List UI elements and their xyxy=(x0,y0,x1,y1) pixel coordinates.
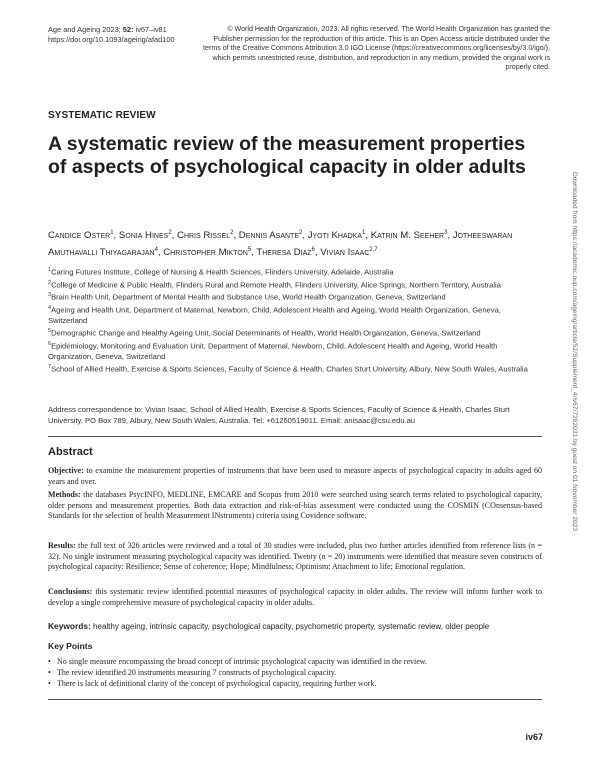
affiliation: $^7$School of Allied Health, Exercise & Sports Sciences, Faculty of Science & Health, Charles Sturt University, Albury, New South Wales, Australia xyxy=(48,363,528,374)
author-list: Candice Oster$^1$, Sonia Hines$^2$, Chris Rissel$^2$, Dennis Asante$^2$, Jyoti Khadka$^1$, Katrin M. Seeher$^3$, Jotheeswaran Amuthavalli Thiyagarajan$^4$, Christopher Mikton$^5$, Theresa Diaz$^6$, Vivian Isaac$^{2,7}$ xyxy=(48,230,513,259)
affiliation-list xyxy=(48,265,542,375)
article-title: A systematic review of the measurement properties of aspects of psychological capacity in older adults xyxy=(48,133,526,178)
author: Sonia Hines$^2$ xyxy=(118,230,172,242)
download-sidebar xyxy=(568,172,582,732)
author: Jotheeswaran Amuthavalli Thiyagarajan$^4$ xyxy=(48,230,513,259)
key-points-heading: Key Points xyxy=(48,641,93,651)
page-number: iv67 xyxy=(525,732,543,742)
keywords: Keywords: healthy ageing, intrinsic capacity, psychological capacity, psychometric property, systematic review, older people xyxy=(48,621,490,631)
divider-bottom xyxy=(48,699,542,700)
divider-top xyxy=(48,436,542,437)
author: Christopher Mikton$^5$ xyxy=(163,247,252,259)
journal-citation xyxy=(48,25,175,44)
author: Katrin M. Seeher$^3$ xyxy=(370,230,448,242)
affiliation: $^1$Caring Futures Institute, College of Nursing & Health Sciences, Flinders University, Adelaide, Australia xyxy=(48,267,394,277)
author: Vivian Isaac$^{2,7}$ xyxy=(320,247,378,259)
abstract-objective: Objective: to examine the measurement properties of instruments that have been used to measure aspects of psychological capacity in adults aged 60 years and over. xyxy=(48,466,542,486)
copyright-notice: © World Health Organization, 2023. All rights reserved. The World Health Organization has granted the Publisher permission for the reproduction of this article. This is an Open Access article distributed under the terms of the Creative Commons Attribution 3.0 IGO License (https://creativecommons.org/licenses/by/3.0/igo/), which permits unrestricted reuse, distribution, and reproduction in any medium, provided the original work is properly cited. xyxy=(203,25,550,72)
abstract-methods: Methods: the databases PsycINFO, MEDLINE, EMCARE and Scopus from 2010 were searched using search terms related to psychological capacity, older persons and measurement properties. Both data extraction and risk-of-bias assessment were conducted using the COSMIN (COnsensus-based Standards for the selection of health Measurement INstruments) criteria using Covidence software. xyxy=(48,490,542,521)
key-point: • The review identified 20 instruments measuring 7 constructs of psychological capacity. xyxy=(48,667,542,678)
key-point: • No single measure encompassing the broad concept of intrinsic psychological capacity was identified in the review. xyxy=(48,656,542,667)
doi-link[interactable]: https://doi.org/10.1093/ageing/afad100 xyxy=(48,34,175,44)
author: Candice Oster$^1$ xyxy=(48,230,114,242)
affiliation: $^3$Brain Health Unit, Department of Mental Health and Substance Use, World Health Organization, Geneva, Switzerland xyxy=(48,292,446,302)
journal-line: Age and Ageing 2023; 52: iv67–iv81 xyxy=(48,25,167,34)
affiliation: $^5$Demographic Change and Healthy Ageing Unit, Social Determinants of Health, World Health Organization, Geneva, Switzerland xyxy=(48,328,481,338)
affiliation: $^6$Epidemiology, Monitoring and Evaluation Unit, Department of Maternal, Newborn, Child, Adolescent Health and Ageing, World Health Organization, Geneva, Switzerland xyxy=(48,340,498,361)
download-notice[interactable]: Downloaded from https://academic.oup.com/ageing/article/52/Supplement_4/iv67/7292031 by guest on 01 November 2023 xyxy=(571,172,578,532)
key-points-list xyxy=(48,656,542,690)
author: Dennis Asante$^2$ xyxy=(238,230,303,242)
abstract-heading: Abstract xyxy=(48,446,93,458)
author: Chris Rissel$^2$ xyxy=(177,230,234,242)
abstract-conclusions: Conclusions: this systematic review identified potential measures of psychological capacity in older adults. The review will inform further work to develop a single comprehensive measure of psychological capacity in older adults. xyxy=(48,587,542,607)
author: Theresa Diaz$^6$ xyxy=(256,247,315,259)
key-point: • There is lack of definitional clarity of the concept of psychological capacity, requiring further work. xyxy=(48,678,542,689)
abstract-results: Results: the full text of 326 articles were reviewed and a total of 30 studies were included, plus two further articles identified from reference lists (n = 32). No single instrument measuring psychological capacity was identified. Twenty (n = 20) instruments were identified that measure seven constructs of psychological capacity: Resilience; Sense of coherence; Hope; Mindfulness; Optimism; Attachment to life; Emotional regulation. xyxy=(48,541,542,572)
author: Jyoti Khadka$^1$ xyxy=(307,230,366,242)
section-label: SYSTEMATIC REVIEW xyxy=(48,110,156,121)
affiliation: $^4$Ageing and Health Unit, Department of Maternal, Newborn, Child, Adolescent Health and Ageing, World Health Organization, Geneva, Switzerland xyxy=(48,305,501,325)
correspondence: Address correspondence to: Vivian Isaac, School of Allied Health, Exercise & Sports Sciences, Faculty of Science & Health, Charles Sturt University, PO Box 789, Albury, New South Wales, Australia. Tel: +61260519011. Email: anisaac@csu.edu.au xyxy=(48,405,510,425)
affiliation: $^2$College of Medicine & Public Health, Flinders Rural and Remote Health, Flinders University, Alice Springs, Northern Territory, Australia xyxy=(48,279,501,290)
